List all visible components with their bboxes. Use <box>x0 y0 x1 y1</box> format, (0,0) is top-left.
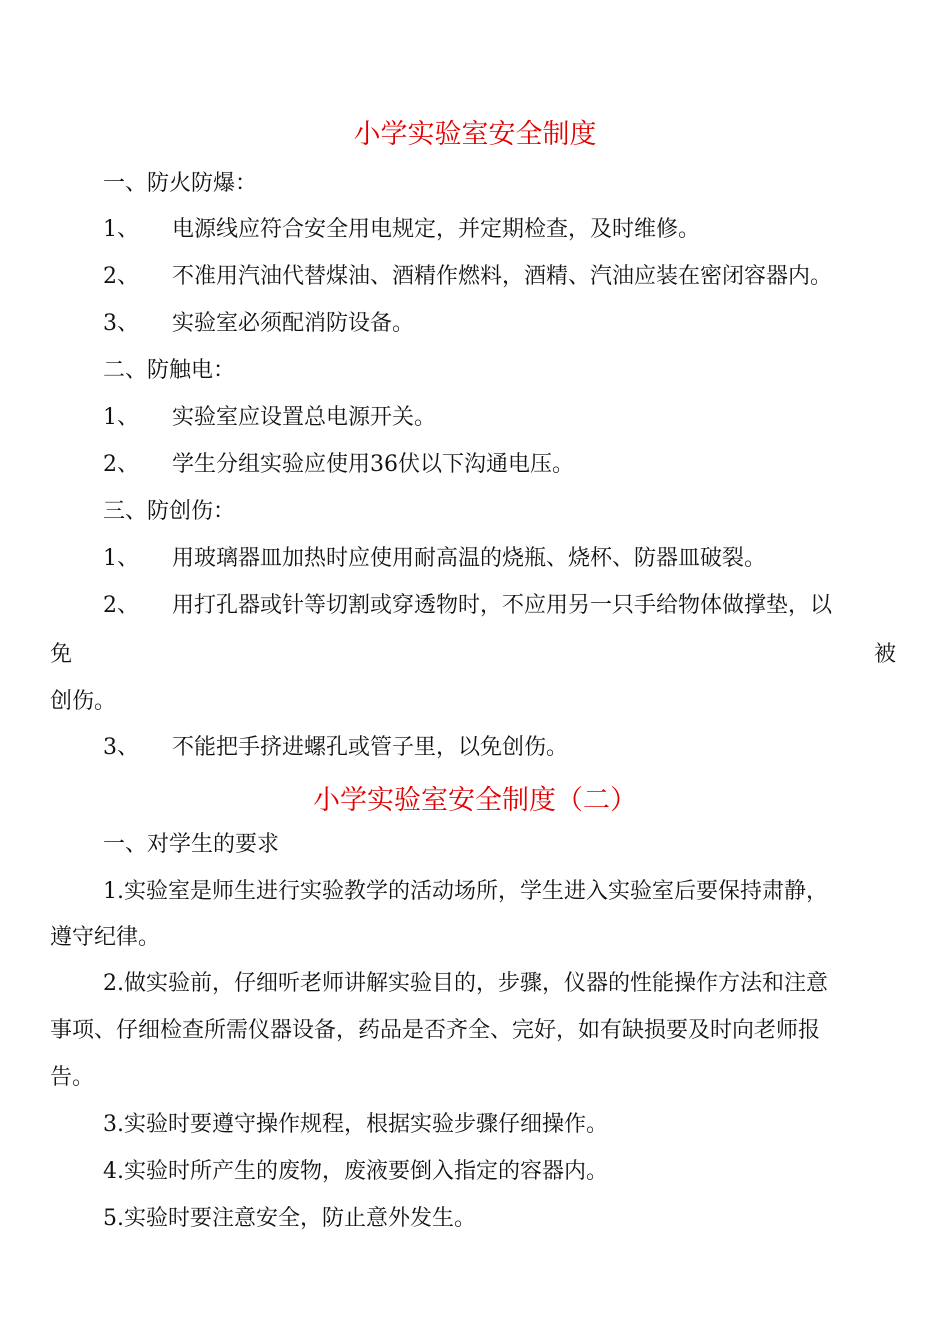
item-text: 不准用汽油代替煤油、酒精作燃料，酒精、汽油应装在密闭容器内。 <box>172 264 833 289</box>
paragraph-line: 遵守纪律。 <box>50 925 161 950</box>
paragraph-line: 4.实验时所产生的废物，废液要倒入指定的容器内。 <box>103 1159 608 1184</box>
item-number: 1、 <box>103 405 139 430</box>
paragraph-line: 2.做实验前，仔细听老师讲解实验目的，步骤，仪器的性能操作方法和注意 <box>103 971 828 996</box>
section-heading-injury: 三、防创伤： <box>103 499 236 524</box>
section-heading-fire: 一、防火防爆： <box>103 171 258 196</box>
item-number: 2、 <box>103 264 139 289</box>
document-subtitle: 小学实验室安全制度（二） <box>313 785 637 816</box>
section-heading-electric: 二、防触电： <box>103 358 236 383</box>
item-text: 实验室应设置总电源开关。 <box>172 405 437 430</box>
item-text: 用打孔器或针等切割或穿透物时，不应用另一只手给物体做撑垫，以 <box>172 593 833 618</box>
item-text-continuation: 被 <box>873 642 896 667</box>
item-text: 实验室必须配消防设备。 <box>172 311 415 336</box>
paragraph-line: 1.实验室是师生进行实验教学的活动场所，学生进入实验室后要保持肃静， <box>103 879 828 904</box>
item-number: 1、 <box>103 546 139 571</box>
item-number: 2、 <box>103 593 139 618</box>
section-heading-students: 一、对学生的要求 <box>103 832 280 857</box>
paragraph-line: 事项、仔细检查所需仪器设备，药品是否齐全、完好，如有缺损要及时向老师报 <box>50 1018 821 1043</box>
paragraph-line: 5.实验时要注意安全，防止意外发生。 <box>103 1206 476 1231</box>
item-text: 学生分组实验应使用36伏以下沟通电压。 <box>172 452 574 477</box>
paragraph-line: 3.实验时要遵守操作规程，根据实验步骤仔细操作。 <box>103 1112 608 1137</box>
item-number: 3、 <box>103 311 139 336</box>
item-number: 1、 <box>103 217 139 242</box>
item-text-continuation: 创伤。 <box>50 689 117 714</box>
paragraph-line: 告。 <box>50 1065 95 1090</box>
item-text: 不能把手挤进螺孔或管子里，以免创伤。 <box>172 735 569 760</box>
item-text-continuation: 免 <box>50 642 73 667</box>
item-number: 3、 <box>103 735 139 760</box>
item-text: 电源线应符合安全用电规定，并定期检查，及时维修。 <box>172 217 701 242</box>
document-title: 小学实验室安全制度 <box>353 119 597 150</box>
item-number: 2、 <box>103 452 139 477</box>
item-text: 用玻璃器皿加热时应使用耐高温的烧瓶、烧杯、防器皿破裂。 <box>172 546 767 571</box>
